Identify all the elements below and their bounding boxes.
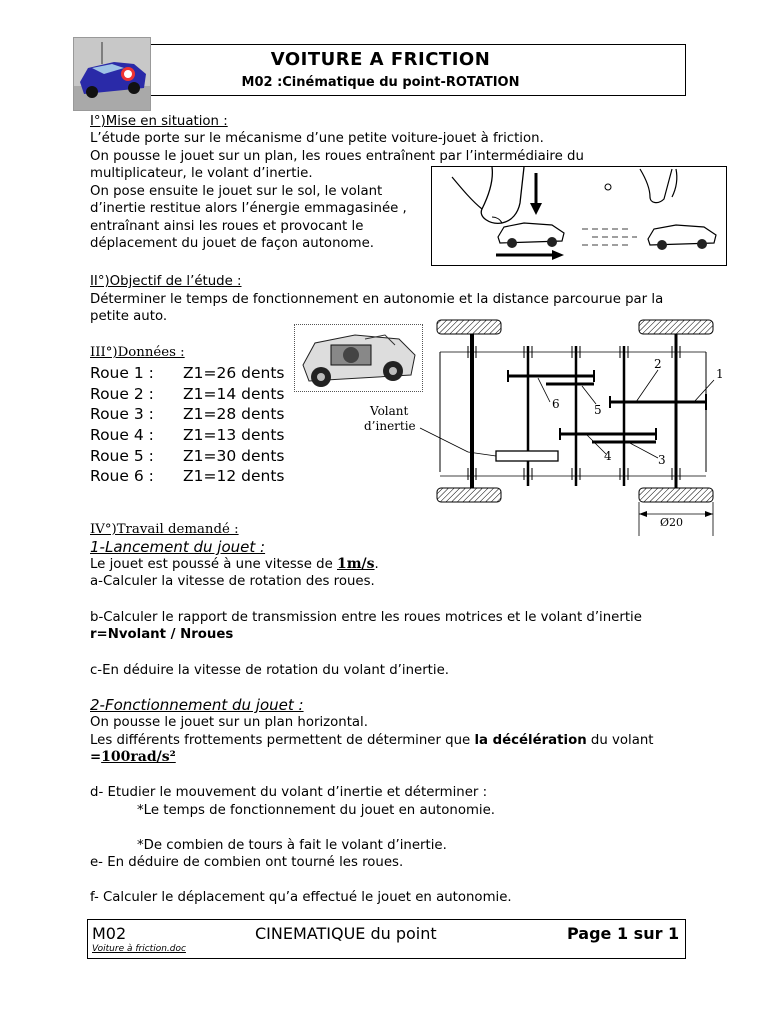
roue-2: Roue 2 : Z1=14 dents [90,385,285,403]
push-illustration [431,166,727,266]
part2-question-d: d- Etudier le mouvement du volant d’inertie et déterminer : [90,785,488,800]
section1-line: On pose ensuite le jouet sur le sol, le volant [90,184,383,199]
roue-1: Roue 1 : Z1=26 dents [90,364,285,382]
page-subtitle: M02 :Cinématique du point-ROTATION [241,75,520,90]
section1-title: I°)Mise en situation : [90,114,228,129]
footer-module: M02 [92,924,127,943]
label-4: 4 [604,449,612,463]
diameter-label: Ø20 [660,516,684,529]
section1-line: multiplicateur, le volant d’inertie. [90,166,313,181]
part1-question-b: b-Calculer le rapport de transmission entre les roues motrices et le volant d’inertie [90,610,642,625]
roue-5: Roue 5 : Z1=30 dents [90,447,285,465]
roue-3: Roue 3 : Z1=28 dents [90,405,285,423]
label-5: 5 [594,403,602,417]
part2-question-e: e- En déduire de combien ont tourné les roues. [90,855,404,870]
section2-line: Déterminer le temps de fonctionnement en autonomie et la distance parcourue par la [90,292,664,307]
flywheel [496,451,558,461]
section1-line: On pousse le jouet sur un plan, les roues entraînent par l’intermédiaire du [90,149,584,164]
part1-formula: r=Nvolant / Nroues [90,627,234,642]
footer-page: Page 1 sur 1 [567,924,680,943]
section1-line: déplacement du jouet de façon autonome. [90,236,374,251]
part1-question-c: c-En déduire la vitesse de rotation du volant d’inertie. [90,663,449,678]
section4-title: IV°)Travail demandé : [90,522,239,537]
page-title: VOITURE A FRICTION [270,49,491,70]
part2-line1: On pousse le jouet sur un plan horizontal. [90,715,368,730]
volant-label-1: Volant [370,404,409,418]
part2-question-f: f- Calculer le déplacement qu’a effectué le jouet en autonomie. [90,890,512,905]
part2-question-d2: *De combien de tours à fait le volant d’inertie. [137,838,447,853]
section3-title: III°)Données : [90,345,185,360]
label-2: 2 [654,357,662,371]
label-3: 3 [658,453,666,467]
wheel-top-left [437,320,501,334]
roue-6: Roue 6 : Z1=12 dents [90,467,285,485]
part2-line2: Les différents frottements permettent de déterminer que la décélération du volant [90,733,654,748]
label-1: 1 [716,367,724,381]
label-6: 6 [552,397,560,411]
wheel-bottom-left [437,488,501,502]
section2-line: petite auto. [90,309,168,324]
part1-title: 1-Lancement du jouet : [90,538,266,556]
part2-title: 2-Fonctionnement du jouet : [90,696,304,714]
gear-train-diagram [360,316,730,540]
volant-label-2: d’inertie [364,419,416,433]
part1-line1: Le jouet est poussé à une vitesse de 1m/s. [90,556,379,572]
section1-line: L’étude porte sur le mécanisme d’une petite voiture-jouet à friction. [90,131,544,146]
section2-title: II°)Objectif de l’étude : [90,274,242,289]
roue-4: Roue 4 : Z1=13 dents [90,426,285,444]
section1-line: entraînant ainsi les roues et provocant le [90,219,364,234]
wheel-bottom-right [639,488,713,502]
section1-line: d’inertie restitue alors l’énergie emmagasinée , [90,201,407,216]
part2-question-d1: *Le temps de fonctionnement du jouet en autonomie. [137,803,496,818]
toy-car-logo-image [73,37,151,111]
wheel-top-right [639,320,713,334]
part2-line3: =100rad/s² [90,749,176,765]
footer-filename: Voiture à friction.doc [92,944,186,954]
part1-question-a: a-Calculer la vitesse de rotation des roues. [90,574,375,589]
footer-chapter: CINEMATIQUE du point [255,924,437,943]
